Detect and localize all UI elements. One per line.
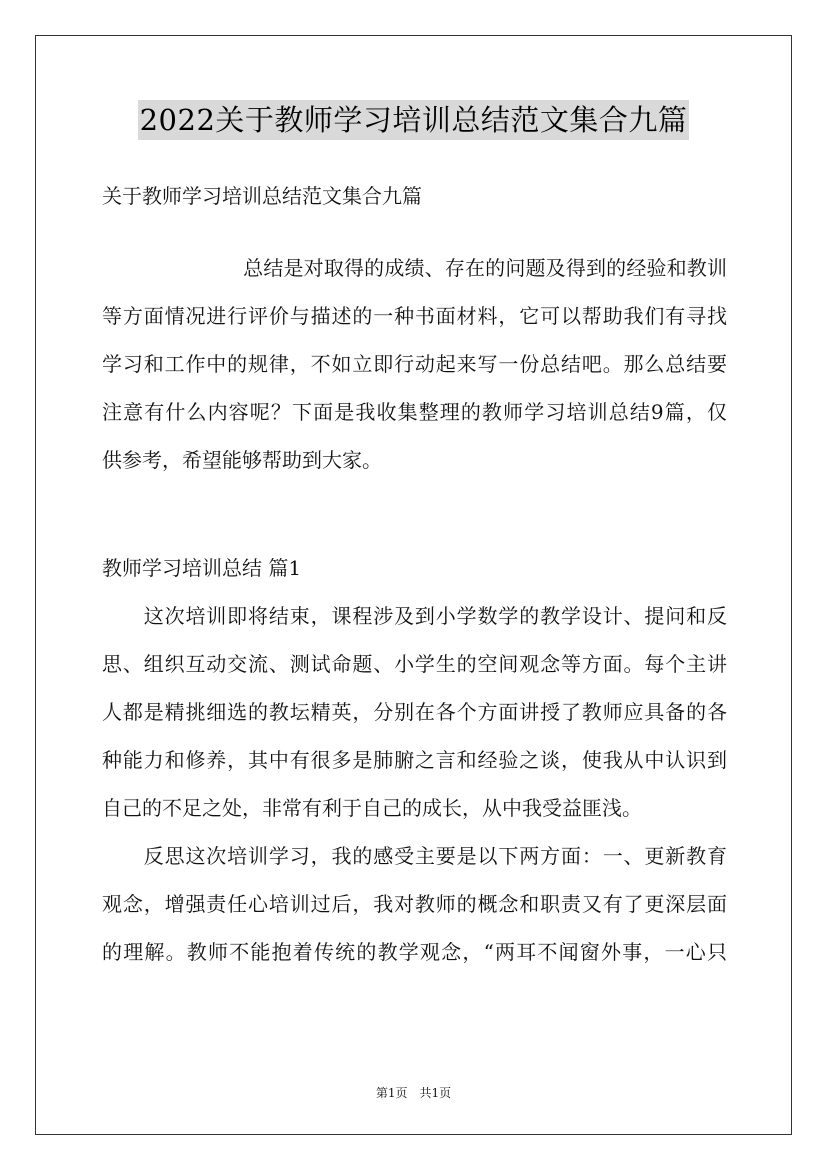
spacer xyxy=(102,484,727,544)
text-line: 种能力和修养，其中有很多是肺腑之言和经验之谈，使我从中认识到 xyxy=(102,748,727,772)
document-body xyxy=(102,172,727,976)
text-line: 人都是精挑细选的教坛精英，分别在各个方面讲授了教师应具备的各 xyxy=(102,700,727,724)
title-container xyxy=(0,100,827,140)
text-line: 等方面情况进行评价与描述的一种书面材料，它可以帮助我们有寻找 xyxy=(102,304,727,328)
page-footer xyxy=(0,1084,827,1101)
section-heading: 教师学习培训总结 篇1 xyxy=(102,556,302,580)
text-line: 思、组织互动交流、测试命题、小学生的空间观念等方面。每个主讲 xyxy=(102,652,727,676)
intro-paragraph xyxy=(102,244,727,484)
text-line: 这次培训即将结束，课程涉及到小学数学的教学设计、提问和反 xyxy=(102,604,727,628)
document-subtitle: 关于教师学习培训总结范文集合九篇 xyxy=(102,184,422,208)
text-line: 观念，增强责任心培训过后，我对教师的概念和职责又有了更深层面 xyxy=(102,892,727,916)
text-line: 反思这次培训学习，我的感受主要是以下两方面：一、更新教育 xyxy=(102,844,727,868)
spacer xyxy=(102,220,727,244)
document-title: 2022关于教师学习培训总结范文集合九篇 xyxy=(138,100,690,140)
text-line: 自己的不足之处，非常有利于自己的成长，从中我受益匪浅。 xyxy=(102,796,642,820)
text-line: 注意有什么内容呢？下面是我收集整理的教师学习培训总结9篇，仅 xyxy=(102,400,727,424)
text-line: 供参考，希望能够帮助到大家。 xyxy=(102,448,382,472)
paragraph-1 xyxy=(102,592,727,832)
page-number: 第1页 共1页 xyxy=(375,1086,452,1100)
text-line: 学习和工作中的规律，不如立即行动起来写一份总结吧。那么总结要 xyxy=(102,352,727,376)
text-line: 的理解。教师不能抱着传统的教学观念，“两耳不闻窗外事，一心只 xyxy=(102,940,727,964)
paragraph-2 xyxy=(102,832,727,976)
text-line: 总结是对取得的成绩、存在的问题及得到的经验和教训 xyxy=(102,256,727,280)
